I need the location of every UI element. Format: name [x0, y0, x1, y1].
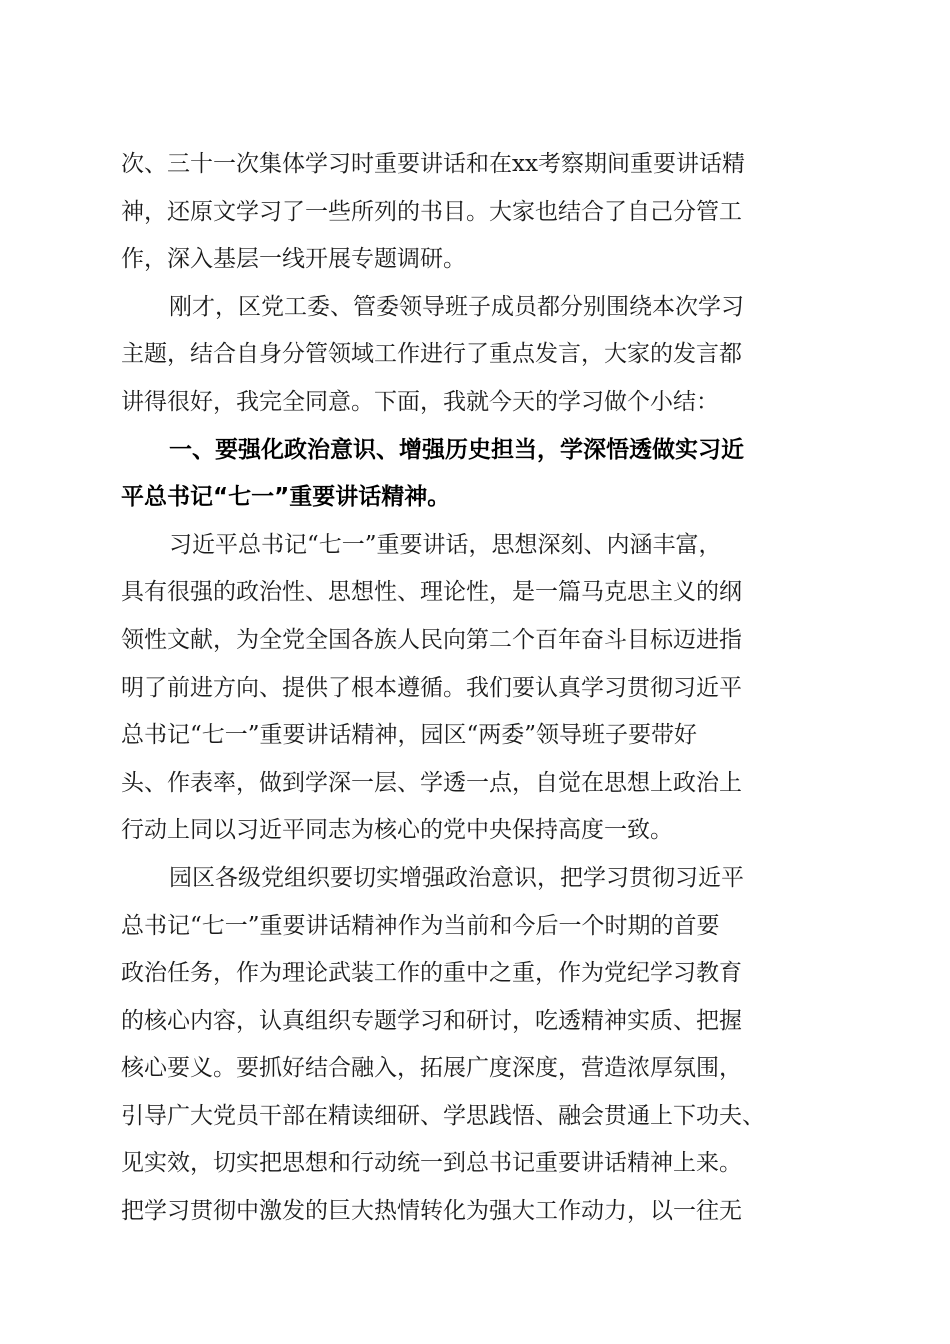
text-line: 总书记“七一”重要讲话精神，园区“两委”领导班子要带好: [121, 722, 698, 749]
document-body: [121, 141, 841, 1236]
text-line: 见实效，切实把思想和行动统一到总书记重要讲话精神上来。: [121, 1150, 742, 1177]
text-line: 作，深入基层一线开展专题调研。: [121, 246, 466, 273]
text-line: 行动上同以习近平同志为核心的党中央保持高度一致。: [121, 817, 673, 844]
text-line: 主题，结合自身分管领域工作进行了重点发言，大家的发言都: [121, 341, 742, 368]
text-line: 的核心内容，认真组织专题学习和研讨，吃透精神实质、把握: [121, 1007, 742, 1034]
text-line: 具有很强的政治性、思想性、理论性，是一篇马克思主义的纲: [121, 579, 742, 606]
text-line: 政治任务，作为理论武装工作的重中之重，作为党纪学习教育: [121, 960, 742, 987]
section-heading: 平总书记“七一”重要讲话精神。: [121, 484, 451, 511]
text-line: 园区各级党组织要切实增强政治意识，把学习贯彻习近平: [169, 864, 744, 891]
text-line: 头、作表率，做到学深一层、学透一点，自觉在思想上政治上: [121, 769, 742, 796]
text-line: 习近平总书记“七一”重要讲话，思想深刻、内涵丰富，: [169, 531, 722, 558]
text-line: 明了前进方向、提供了根本遵循。我们要认真学习贯彻习近平: [121, 674, 742, 701]
text-line: 神，还原文学习了一些所列的书目。大家也结合了自己分管工: [121, 198, 742, 225]
text-line: 核心要义。要抓好结合融入，拓展广度深度，营造浓厚氛围，: [121, 1055, 742, 1082]
text-line: 引导广大党员干部在精读细研、学思践悟、融会贯通上下功夫、: [121, 1102, 765, 1129]
text-line: 领性文献，为全党全国各族人民向第二个百年奋斗目标迈进指: [121, 626, 742, 653]
text-line: 总书记“七一”重要讲话精神作为当前和今后一个时期的首要: [121, 912, 720, 939]
section-heading: 一、要强化政治意识、增强历史担当，学深悟透做实习近: [169, 436, 744, 463]
text-line: 把学习贯彻中激发的巨大热情转化为强大工作动力，以一往无: [121, 1198, 742, 1225]
text-line: 讲得很好，我完全同意。下面，我就今天的学习做个小结：: [121, 388, 719, 415]
text-line: 次、三十一次集体学习时重要讲话和在xx考察期间重要讲话精: [121, 151, 745, 177]
text-line: 刚才，区党工委、管委领导班子成员都分别围绕本次学习: [169, 293, 744, 320]
